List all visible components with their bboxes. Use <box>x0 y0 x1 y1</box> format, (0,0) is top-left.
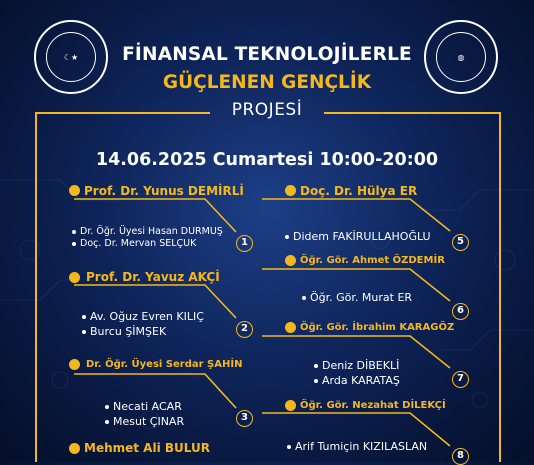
crescent-star-icon: ☾★ <box>46 32 96 82</box>
bullet-dot <box>285 400 296 411</box>
member: Arda KARATAŞ <box>314 374 400 387</box>
bullet-dot <box>69 359 80 370</box>
event-date: 14.06.2025 Cumartesi 10:00-20:00 <box>95 150 439 170</box>
member: Av. Oğuz Evren KILIÇ <box>82 310 204 323</box>
group-number: 3 <box>236 410 253 427</box>
group-title: Öğr. Gör. Ahmet ÖZDEMİR <box>300 255 445 266</box>
member: Didem FAKİRULLAHOĞLU <box>285 230 431 243</box>
group-title: Dr. Öğr. Üyesi Serdar ŞAHİN <box>86 359 243 370</box>
title-line-2: GÜÇLENEN GENÇLİK <box>162 72 372 93</box>
group-title: Mehmet Ali BULUR <box>84 441 210 455</box>
member: Dr. Öğr. Üyesi Hasan DURMUŞ <box>72 226 223 237</box>
bullet-dot <box>285 255 296 266</box>
title-line-1: FİNANSAL TEKNOLOJİLERLE <box>122 44 412 65</box>
bullet-dot <box>285 322 296 333</box>
member: Deniz DİBEKLİ <box>314 359 399 372</box>
title-line-3: PROJESİ <box>231 100 303 120</box>
group-number: 7 <box>452 371 469 388</box>
group-title: Öğr. Gör. İbrahim KARAGÖZ <box>300 322 455 333</box>
member: Necati ACAR <box>105 400 182 413</box>
university-emblem-icon: ◍ <box>436 32 486 82</box>
group-title: Prof. Dr. Yunus DEMİRLİ <box>84 184 244 198</box>
member: Öğr. Gör. Murat ER <box>302 291 412 304</box>
group-number: 8 <box>452 448 469 465</box>
member: Mesut ÇINAR <box>105 415 184 428</box>
bullet-dot <box>69 272 80 283</box>
group-number: 1 <box>236 235 253 252</box>
group-number: 5 <box>452 234 469 251</box>
bullet-dot <box>69 185 80 196</box>
bullet-dot <box>285 185 296 196</box>
member: Burcu ŞİMŞEK <box>82 325 166 338</box>
group-title: Prof. Dr. Yavuz AKÇİ <box>86 270 220 284</box>
member: Arif Tumiçin KIZILASLAN <box>287 440 427 453</box>
group-number: 6 <box>452 303 469 320</box>
member: Doç. Dr. Mervan SELÇUK <box>72 238 196 249</box>
group-number: 2 <box>236 321 253 338</box>
bullet-dot <box>69 443 80 454</box>
group-title: Doç. Dr. Hülya ER <box>300 184 418 198</box>
group-title: Öğr. Gör. Nezahat DİLEKÇİ <box>300 400 446 411</box>
